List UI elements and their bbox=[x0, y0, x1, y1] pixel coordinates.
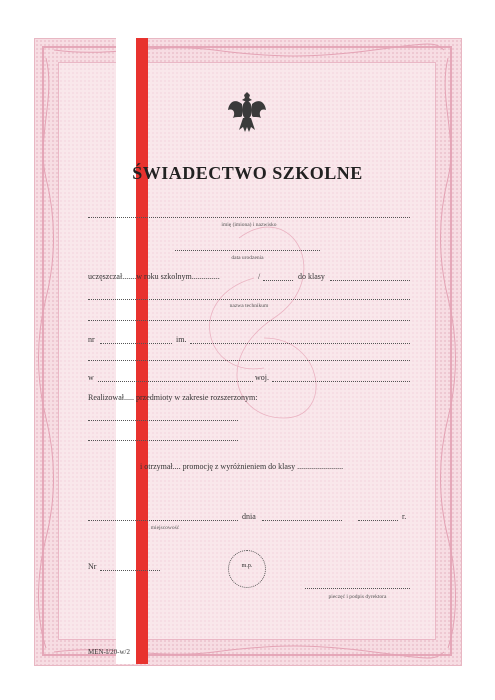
school-name-line-2[interactable] bbox=[88, 320, 410, 321]
name-caption: imię (imiona) i nazwisko bbox=[221, 222, 277, 228]
document-title: ŚWIADECTWO SZKOLNE bbox=[132, 163, 363, 183]
registry-nr-label: Nr bbox=[88, 562, 97, 571]
seal-placeholder bbox=[228, 550, 266, 588]
patron-line-2[interactable] bbox=[88, 360, 410, 361]
date-field-line[interactable] bbox=[262, 520, 342, 521]
year-field-line[interactable] bbox=[358, 520, 398, 521]
dnia-label: dnia bbox=[242, 512, 256, 521]
registry-nr-line[interactable] bbox=[100, 570, 160, 571]
polish-eagle-emblem-icon bbox=[227, 88, 267, 136]
school-number-line[interactable] bbox=[100, 343, 172, 344]
year-suffix: r. bbox=[402, 512, 407, 521]
form-code: MEN-I/20-w/2 bbox=[88, 648, 130, 656]
attended-slash: / bbox=[258, 272, 261, 281]
school-name-line-1[interactable] bbox=[88, 299, 410, 300]
extended-subjects-label: Realizował..... przedmioty w zakresie rozszerzonym: bbox=[88, 393, 258, 402]
school-name-caption: nazwa technikum bbox=[229, 303, 269, 309]
attended-suffix: do klasy bbox=[298, 272, 325, 281]
extended-subjects-line-1[interactable] bbox=[88, 420, 238, 421]
place-caption: miejscowość bbox=[150, 525, 180, 531]
signature-line[interactable] bbox=[305, 588, 410, 589]
place-field-line[interactable] bbox=[88, 520, 238, 521]
school-year-end-line[interactable] bbox=[263, 280, 293, 281]
attended-prefix: uczęszczał.......w roku szkolnym.............. bbox=[88, 272, 220, 281]
nr-label: nr bbox=[88, 335, 95, 344]
seal-label: m.p. bbox=[241, 563, 253, 569]
signature-caption: pieczęć i podpis dyrektora bbox=[328, 594, 387, 600]
voivodeship-line[interactable] bbox=[272, 381, 410, 382]
w-label: w bbox=[88, 373, 94, 382]
class-field-line[interactable] bbox=[330, 280, 410, 281]
birth-date-caption: data urodzenia bbox=[231, 255, 264, 261]
woj-label: woj. bbox=[255, 373, 269, 382]
patron-line[interactable] bbox=[190, 343, 410, 344]
im-label: im. bbox=[176, 335, 187, 344]
town-line[interactable] bbox=[98, 381, 253, 382]
promotion-statement: i otrzymał.... promocję z wyróżnieniem do klasy ....................... bbox=[140, 462, 344, 471]
birth-date-field-line[interactable] bbox=[175, 250, 320, 251]
extended-subjects-line-2[interactable] bbox=[88, 440, 238, 441]
name-field-line[interactable] bbox=[88, 217, 410, 218]
